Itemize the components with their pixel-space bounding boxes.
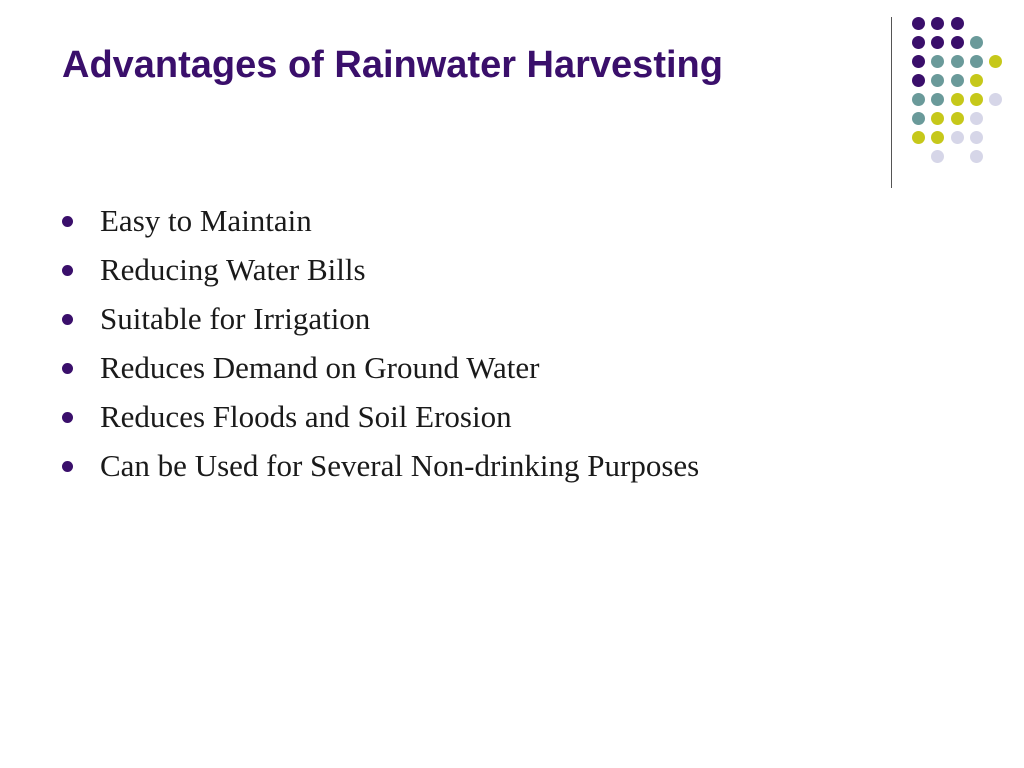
- decorative-dot: [970, 112, 983, 125]
- bullet-text: Reducing Water Bills: [100, 252, 366, 287]
- decorative-dot: [951, 131, 964, 144]
- decorative-dot: [912, 131, 925, 144]
- decorative-dot: [912, 112, 925, 125]
- decorative-dot: [970, 131, 983, 144]
- bullet-dot-icon: [62, 216, 73, 227]
- decorative-dot: [951, 93, 964, 106]
- decorative-dot: [931, 36, 944, 49]
- decorative-dot: [951, 36, 964, 49]
- bullet-dot-icon: [62, 314, 73, 325]
- decorative-dot: [989, 55, 1002, 68]
- decorative-dot: [970, 150, 983, 163]
- bullet-text: Suitable for Irrigation: [100, 301, 371, 336]
- bullet-text: Can be Used for Several Non-drinking Purposes: [100, 448, 700, 483]
- decorative-dot: [989, 93, 1002, 106]
- decorative-dot: [951, 55, 964, 68]
- decorative-dot: [970, 36, 983, 49]
- decorative-dot: [951, 17, 964, 30]
- decorative-dot: [931, 55, 944, 68]
- decorative-dot: [912, 93, 925, 106]
- decorative-dot-grid: [0, 0, 1024, 190]
- decorative-dot: [912, 55, 925, 68]
- decorative-dot: [912, 17, 925, 30]
- decorative-dot: [931, 93, 944, 106]
- decorative-dot: [931, 17, 944, 30]
- decorative-dot: [970, 55, 983, 68]
- bullet-dot-icon: [62, 461, 73, 472]
- decorative-dot: [912, 74, 925, 87]
- decorative-dot: [951, 74, 964, 87]
- decorative-dot: [931, 112, 944, 125]
- bullet-text: Reduces Demand on Ground Water: [100, 350, 540, 385]
- decorative-dot: [951, 112, 964, 125]
- bullet-dot-icon: [62, 412, 73, 423]
- decorative-dot: [931, 150, 944, 163]
- decorative-dot: [970, 74, 983, 87]
- bullet-dot-icon: [62, 265, 73, 276]
- slide-title: Advantages of Rainwater Harvesting: [62, 44, 723, 86]
- decorative-dot: [912, 36, 925, 49]
- bullet-dot-icon: [62, 363, 73, 374]
- decorative-dot: [931, 131, 944, 144]
- decorative-dot: [970, 93, 983, 106]
- decorative-dot: [931, 74, 944, 87]
- bullet-text: Easy to Maintain: [100, 203, 312, 238]
- bullet-text: Reduces Floods and Soil Erosion: [100, 399, 512, 434]
